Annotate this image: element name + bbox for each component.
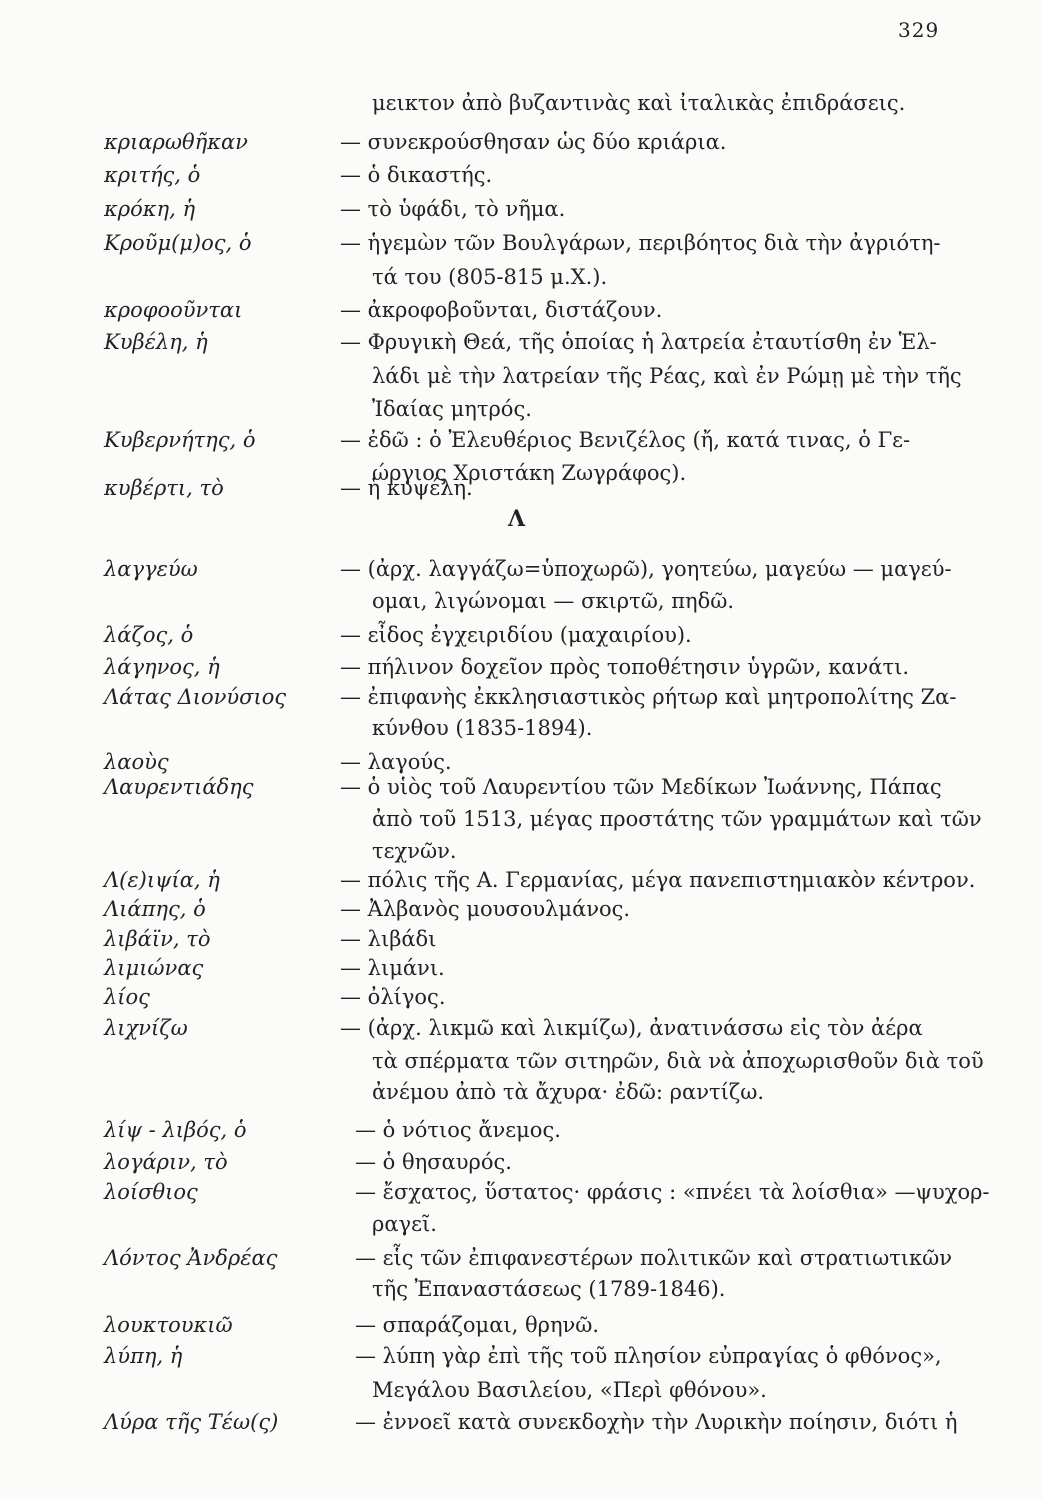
letter-heading: Λ [508,506,526,532]
entry-definition: — σπαράζομαι, θρηνῶ. [355,1313,600,1337]
entry-line [0,897,1043,931]
entry-term: Κυβέλη, ἡ [104,330,208,354]
entry-definition: — ἐννοεῖ κατὰ συνεκδοχὴν τὴν Λυρικὴν ποίησιν, διότι ἡ [355,1410,958,1434]
entry-line [0,1277,1043,1311]
entry-definition: — ὁ δικαστής. [340,163,493,187]
entry-definition: λάδι μὲ τὴν λατρείαν τῆς Ρέας, καὶ ἐν Ρώμῃ μὲ τὴν τῆς [372,364,962,388]
entry-term: λαοὺς [104,750,169,774]
entry-definition: — ἀκροφοβοῦνται, διστάζουν. [340,298,663,322]
entry-line [0,298,1043,332]
entry-definition: — εἷς τῶν ἐπιφανεστέρων πολιτικῶν καὶ στρατιωτικῶν [355,1246,953,1270]
entry-definition: ώργιος Χριστάκη Ζωγράφος). [372,461,687,485]
entry-line [0,1016,1043,1050]
entry-term: κροφοοῦνται [104,298,243,322]
entry-term: λουκτουκιῶ [104,1313,233,1337]
entry-term: κρόκη, ἡ [104,197,196,221]
entry-line [0,807,1043,841]
entry-definition: ομαι, λιγώνομαι — σκιρτῶ, πηδῶ. [372,589,735,613]
entry-line [0,330,1043,364]
entry-line [0,130,1043,164]
entry-definition: — πόλις τῆς Α. Γερμανίας, μέγα πανεπιστημιακὸν κέντρον. [340,868,976,892]
entry-definition: Μεγάλου Βασιλείου, «Περὶ φθόνου». [372,1378,767,1402]
entry-line [0,1080,1043,1114]
entry-term: κυβέρτι, τὸ [104,476,224,500]
entry-definition: τά του (805-815 μ.Χ.). [372,265,608,289]
entry-definition: — τὸ ὑφάδι, τὸ νῆμα. [340,197,566,221]
entry-term: λάγηνος, ἡ [104,655,220,679]
entry-line [0,985,1043,1019]
entry-definition: — εἶδος ἐγχειριδίου (μαχαιρίου). [340,623,692,647]
entry-line [0,1180,1043,1214]
entry-line [0,1344,1043,1378]
entry-line [0,364,1043,398]
entry-line [0,1118,1043,1152]
entry-line [0,1378,1043,1412]
entry-line [0,1212,1043,1246]
entry-line [0,623,1043,657]
entry-definition: κύνθου (1835-1894). [372,716,593,740]
entry-definition: Ἰδαίας μητρός. [372,397,532,421]
entry-definition: τὰ σπέρματα τῶν σιτηρῶν, διὰ νὰ ἀποχωρισθοῦν διὰ τοῦ [372,1049,984,1073]
entry-definition: ἀπὸ τοῦ 1513, μέγας προστάτης τῶν γραμμάτων καὶ τῶν [372,807,982,831]
entry-term: Λ(ε)ιψία, ἡ [104,868,220,892]
entry-definition: τεχνῶν. [372,839,457,863]
page-number: 329 [898,18,940,42]
entry-line [0,265,1043,299]
entry-definition: — πήλινον δοχεῖον πρὸς τοποθέτησιν ὑγρῶν, κανάτι. [340,655,910,679]
entry-line [0,1150,1043,1184]
entry-definition: — ὁ νότιος ἄνεμος. [355,1118,561,1142]
entry-term: Κροῦμ(μ)ος, ὁ [104,231,252,255]
entry-line [0,1313,1043,1347]
entry-definition: ἀνέμου ἀπὸ τὰ ἄχυρα· ἐδῶ: ραντίζω. [372,1080,764,1104]
entry-line [0,397,1043,431]
entry-term: λύπη, ἡ [104,1344,183,1368]
entry-term: λιβάϊν, τὸ [104,927,211,951]
entry-term: Κυβερνήτης, ὁ [104,428,256,452]
entry-line [0,775,1043,809]
entry-term: λιχνίζω [104,1016,188,1040]
entry-definition: ραγεῖ. [372,1212,437,1236]
entry-line [0,685,1043,719]
entry-definition: — λαγούς. [340,750,452,774]
entry-line [0,428,1043,462]
entry-line [0,1410,1043,1444]
entry-line [0,1246,1043,1280]
entry-line [0,231,1043,265]
entry-term: λογάριν, τὸ [104,1150,228,1174]
entry-definition: τῆς Ἐπαναστάσεως (1789-1846). [372,1277,726,1301]
entry-term: κριτής, ὁ [104,163,201,187]
entry-definition: — λιβάδι [340,927,437,951]
entry-definition: — ὁ θησαυρός. [355,1150,512,1174]
entry-definition: — Ἀλβανὸς μουσουλμάνος. [340,897,631,921]
entry-definition: — (ἀρχ. λικμῶ καὶ λικμίζω), ἀνατινάσσω εἰς τὸν ἀέρα [340,1016,923,1040]
entry-line [0,1049,1043,1083]
entry-line [0,655,1043,689]
entry-definition: — ὀλίγος. [340,985,446,1009]
entry-term: Λαυρεντιάδης [104,775,254,799]
entry-definition: — ἡ κυψέλη. [340,476,473,500]
entry-line [0,557,1043,591]
entry-term: λίος [104,985,150,1009]
entry-definition: — ἡγεμὼν τῶν Βουλγάρων, περιβόητος διὰ τὴν ἀγριότη- [340,231,941,255]
entry-line [0,716,1043,750]
entry-definition: μεικτον ἀπὸ βυζαντινὰς καὶ ἰταλικὰς ἐπιδράσεις. [372,91,906,115]
entry-line [0,91,1043,125]
entry-line [0,163,1043,197]
entry-definition: — ἐπιφανὴς ἐκκλησιαστικὸς ρήτωρ καὶ μητροπολίτης Ζα- [340,685,957,709]
entry-definition: — ὁ υἱὸς τοῦ Λαυρεντίου τῶν Μεδίκων Ἰωάννης, Πάπας [340,775,942,799]
entry-definition: — λύπη γὰρ ἐπὶ τῆς τοῦ πλησίον εὐπραγίας ὁ φθόνος», [355,1344,942,1368]
entry-term: λαγγεύω [104,557,198,581]
entry-line [0,197,1043,231]
entry-term: Λάτας Διονύσιος [104,685,287,709]
entry-term: λάζος, ὁ [104,623,194,647]
entry-definition: — συνεκρούσθησαν ὡς δύο κριάρια. [340,130,727,154]
entry-term: Λόντος Ἀνδρέας [104,1246,278,1270]
entry-line [0,476,1043,510]
entry-term: Λύρα τῆς Τέω(ς) [104,1410,279,1434]
entry-definition: — ἐδῶ : ὁ Ἐλευθέριος Βενιζέλος (ἤ, κατά τινας, ὁ Γε- [340,428,911,452]
entry-definition: — ἔσχατος, ὕστατος· φράσις : «πνέει τὰ λοίσθια» —ψυχορ- [355,1180,990,1204]
entry-line [0,589,1043,623]
entry-term: λιμιώνας [104,956,204,980]
entry-term: κριαρωθῆκαν [104,130,248,154]
entry-definition: — Φρυγικὴ Θεά, τῆς ὁποίας ἡ λατρεία ἐταυτίσθη ἐν Ἑλ- [340,330,937,354]
entry-definition: — λιμάνι. [340,956,445,980]
entry-term: λίψ - λιβός, ὁ [104,1118,247,1142]
entry-definition: — (ἀρχ. λαγγάζω=ὑποχωρῶ), γοητεύω, μαγεύω — μαγεύ- [340,557,952,581]
entry-term: λοίσθιος [104,1180,198,1204]
entry-term: Λιάπης, ὁ [104,897,206,921]
